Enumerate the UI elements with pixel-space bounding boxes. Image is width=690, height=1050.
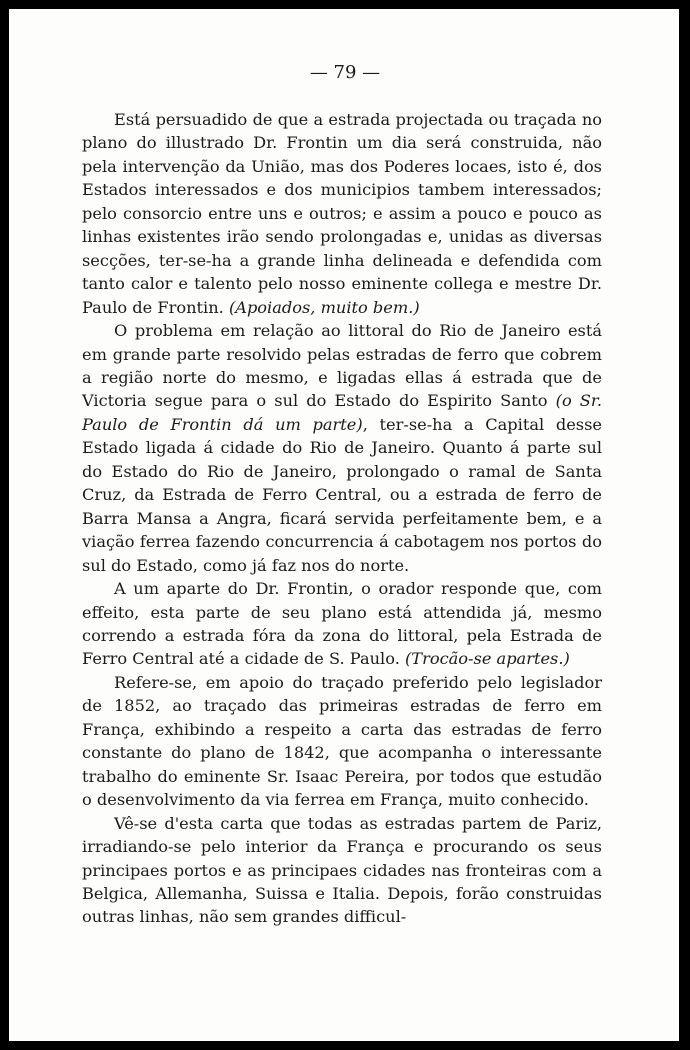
paragraph-2-text-a: O problema em relação ao littoral do Rio de Janeiro está em grande parte resolvido pelas estradas de ferro que cobrem a região norte do mesmo, e ligadas ellas á estrada que de Victoria segue para o sul do Estado do Espirito Santo (82, 321, 602, 411)
paragraph-2-aside: (o Sr. Paulo de Frontin dá um parte) (82, 391, 602, 434)
paragraph-1-text: Está persuadido de que a estrada projectada ou traçada no plano do illustrado Dr. Frontin um dia será construida, não pela intervenção da União, mas dos Poderes locaes, isto é, dos Estados interessados e dos municipios tambem interessados; pelo consorcio entre uns e outros; e assim a pouco e pouco as linhas existentes irão sendo prolongadas e, unidas as diversas secções, ter-se-ha a grande linha delineada e defendida com tanto calor e talento pelo nosso eminente collega e mestre Dr. Paulo de Frontin. (82, 110, 602, 317)
paragraph-5-text: Vê-se d'esta carta que todas as estradas partem de Pariz, irradiando-se pelo interior da França e procurando os seus principaes portos e as principaes cidades nas fronteiras com a Belgica, Allemanha, Suissa e Italia. Depois, forão construidas outras linhas, não sem grandes difficul- (82, 813, 602, 927)
paragraph-2 (82, 319, 602, 577)
paragraph-3-aside: (Trocão-se apartes.) (404, 649, 570, 669)
paragraph-5 (82, 812, 602, 929)
page-number: — 79 — (309, 62, 381, 83)
paragraph-4-text: Refere-se, em apoio do traçado preferido pelo legislador de 1852, ao traçado das primeiras estradas de ferro em França, exhibindo a respeito a carta das estradas de ferro constante do plano de 1842, que acompanha o interessante trabalho do eminente Sr. Isaac Pereira, por todos que estudão o desenvolvimento da via ferrea em França, muito conhecido. (82, 672, 602, 810)
paragraph-1 (82, 108, 602, 319)
paragraph-4 (82, 671, 602, 812)
paragraph-1-aside: (Apoiados, muito bem.) (228, 297, 420, 317)
paragraph-3-text: A um aparte do Dr. Frontin, o orador responde que, com effeito, esta parte de seu plano está attendida já, mesmo correndo a estrada fóra da zona do littoral, pela Estrada de Ferro Central até a cidade de S. Paulo. (82, 579, 602, 669)
paragraph-3 (82, 577, 602, 671)
body-text (82, 108, 602, 929)
paragraph-2-text-b: , ter-se-ha a Capital desse Estado ligada á cidade do Rio de Janeiro. Quanto á parte sul do Estado do Rio de Janeiro, prolongado o ramal de Santa Cruz, da Estrada de Ferro Central, ou a estrada de ferro de Barra Mansa a Angra, ficará servida perfeitamente bem, e a viação ferrea fazendo concurrencia á cabotagem nos portos do sul do Estado, como já faz nos do norte. (82, 414, 602, 575)
